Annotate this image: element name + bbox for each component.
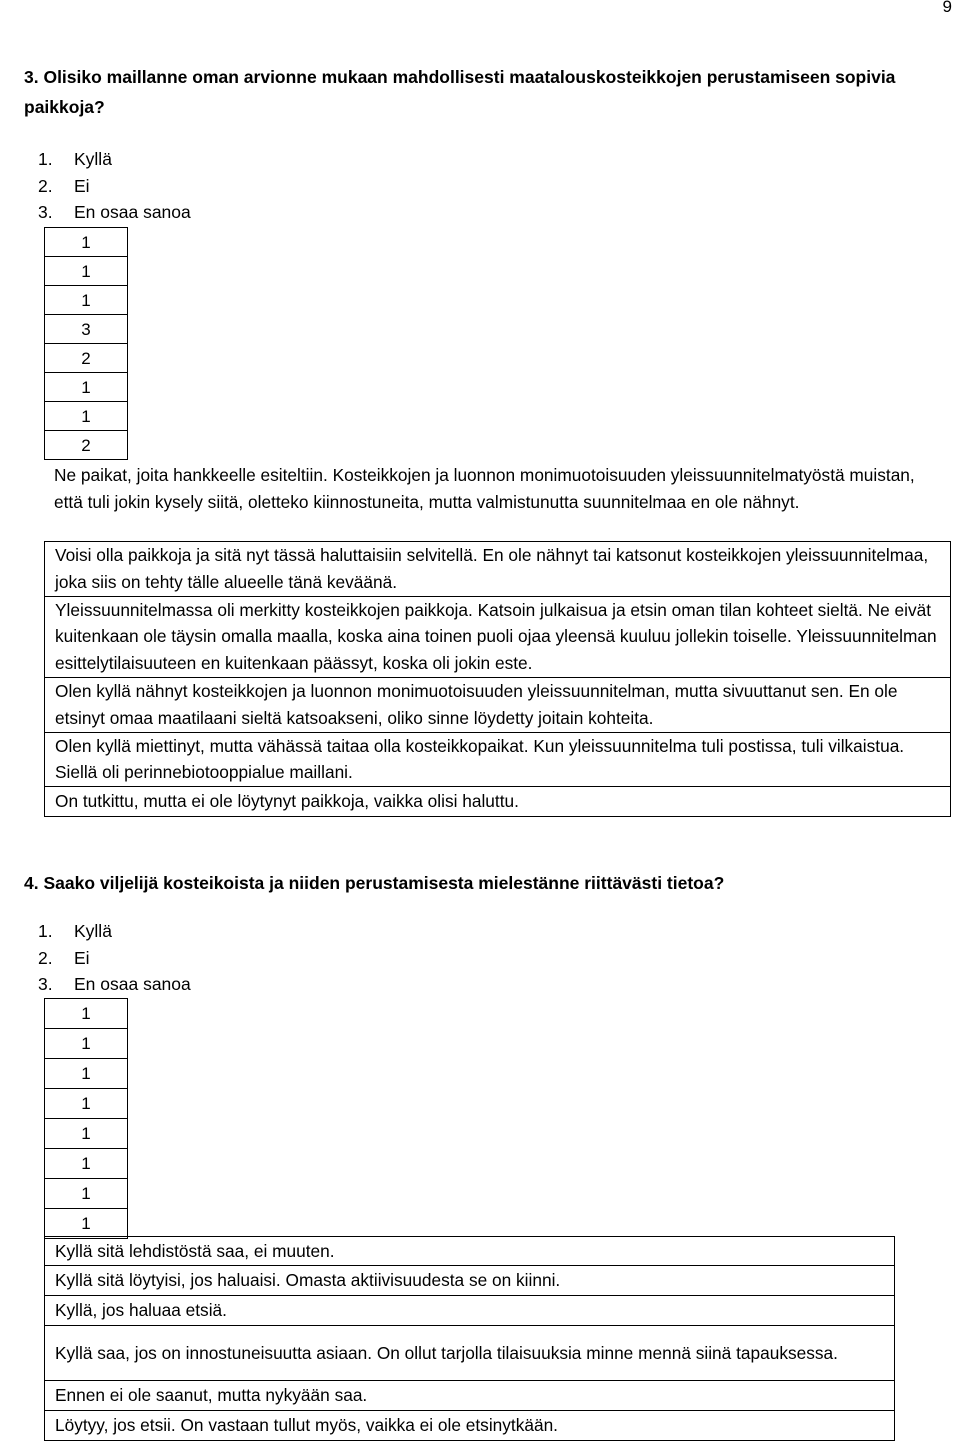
- answer-cell: Olen kyllä nähnyt kosteikkojen ja luonnon monimuotoisuuden yleissuunnitelman, mutta sivuuttanut sen. En ole etsinyt omaa maatilaani sieltä katsoakseni, oliko sinne löydetty joitain kohteita.: [45, 677, 951, 732]
- count-cell: 2: [45, 431, 128, 460]
- option-item: 1. Kyllä: [38, 921, 112, 941]
- question-4-answers-table: [44, 1236, 895, 1441]
- count-cell: 1: [45, 1209, 128, 1239]
- answer-cell: Kyllä sitä lehdistöstä saa, ei muuten.: [45, 1237, 895, 1266]
- answer-cell: Ennen ei ole saanut, mutta nykyään saa.: [45, 1381, 895, 1411]
- count-cell: 1: [45, 373, 128, 402]
- answer-cell: Olen kyllä miettinyt, mutta vähässä taitaa olla kosteikkopaikat. Kun yleissuunnitelma tuli postissa, tuli vilkaistua. Siellä oli perinnebiotooppialue maillani.: [45, 732, 951, 787]
- question-3-answers-table: [44, 541, 951, 817]
- option-item: 3. En osaa sanoa: [38, 202, 191, 222]
- count-cell: 1: [45, 257, 128, 286]
- answer-text: Ne paikat, joita hankkeelle esiteltiin. Kosteikkojen ja luonnon monimuotoisuuden yleissuunnitelmatyöstä muistan, että tuli jokin kysely siitä, oletteko kiinnostuneita, mutta valmistunutta suunnitelmaa en ole nähnyt.: [54, 465, 915, 512]
- option-item: 1. Kyllä: [38, 149, 112, 169]
- question-3-counts-table: [44, 227, 128, 460]
- option-item: 2. Ei: [38, 947, 90, 968]
- answer-cell: Löytyy, jos etsii. On vastaan tullut myös, vaikka ei ole etsinytkään.: [45, 1411, 895, 1441]
- answer-cell: Kyllä, jos haluaa etsiä.: [45, 1296, 895, 1326]
- option-item: 2. Ei: [38, 175, 90, 196]
- count-cell: 1: [45, 402, 128, 431]
- answer-cell: Kyllä sitä löytyisi, jos haluaisi. Omasta aktiivisuudesta se on kiinni.: [45, 1266, 895, 1296]
- question-4-options: [38, 918, 191, 998]
- count-cell: 1: [45, 1119, 128, 1149]
- answer-cell: Voisi olla paikkoja ja sitä nyt tässä haluttaisiin selvitellä. En ole nähnyt tai katsonut kosteikkojen yleissuunnitelmaa, joka siis on tehty tälle alueelle tänä keväänä.: [45, 542, 951, 597]
- count-cell: 1: [45, 286, 128, 315]
- count-cell: 1: [45, 1059, 128, 1089]
- count-cell: 1: [45, 1179, 128, 1209]
- count-cell: 1: [45, 1089, 128, 1119]
- question-4-title: 4. Saako viljelijä kosteikoista ja niiden perustamisesta mielestänne riittävästi tietoa?: [24, 873, 725, 893]
- count-cell: 2: [45, 344, 128, 373]
- count-cell: 1: [45, 999, 128, 1029]
- question-3-options: [38, 146, 191, 226]
- count-cell: 3: [45, 315, 128, 344]
- count-cell: 1: [45, 1029, 128, 1059]
- page-number: 9: [942, 0, 952, 16]
- answer-cell: Kyllä saa, jos on innostuneisuutta asiaan. On ollut tarjolla tilaisuuksia minne mennä siinä tapauksessa.: [45, 1326, 895, 1381]
- question-4-counts-table: [44, 998, 128, 1239]
- count-cell: 1: [45, 228, 128, 257]
- count-cell: 1: [45, 1149, 128, 1179]
- option-item: 3. En osaa sanoa: [38, 974, 191, 994]
- answer-cell: Yleissuunnitelmassa oli merkitty kosteikkojen paikkoja. Katsoin julkaisua ja etsin oman tilan kohteet sieltä. Ne eivät kuitenkaan ole täysin omalla maalla, koska aina toinen puoli ojaa yleensä kuuluu jollekin toiselle. Yleissuunnitelman esittelytilaisuuteen en kuitenkaan päässyt, koska oli jokin este.: [45, 596, 951, 677]
- question-3-title: 3. Olisiko maillanne oman arvionne mukaan mahdollisesti maatalouskosteikkojen perustamiseen sopivia paikkoja?: [24, 67, 896, 117]
- answer-cell: On tutkittu, mutta ei ole löytynyt paikkoja, vaikka olisi haluttu.: [45, 787, 951, 817]
